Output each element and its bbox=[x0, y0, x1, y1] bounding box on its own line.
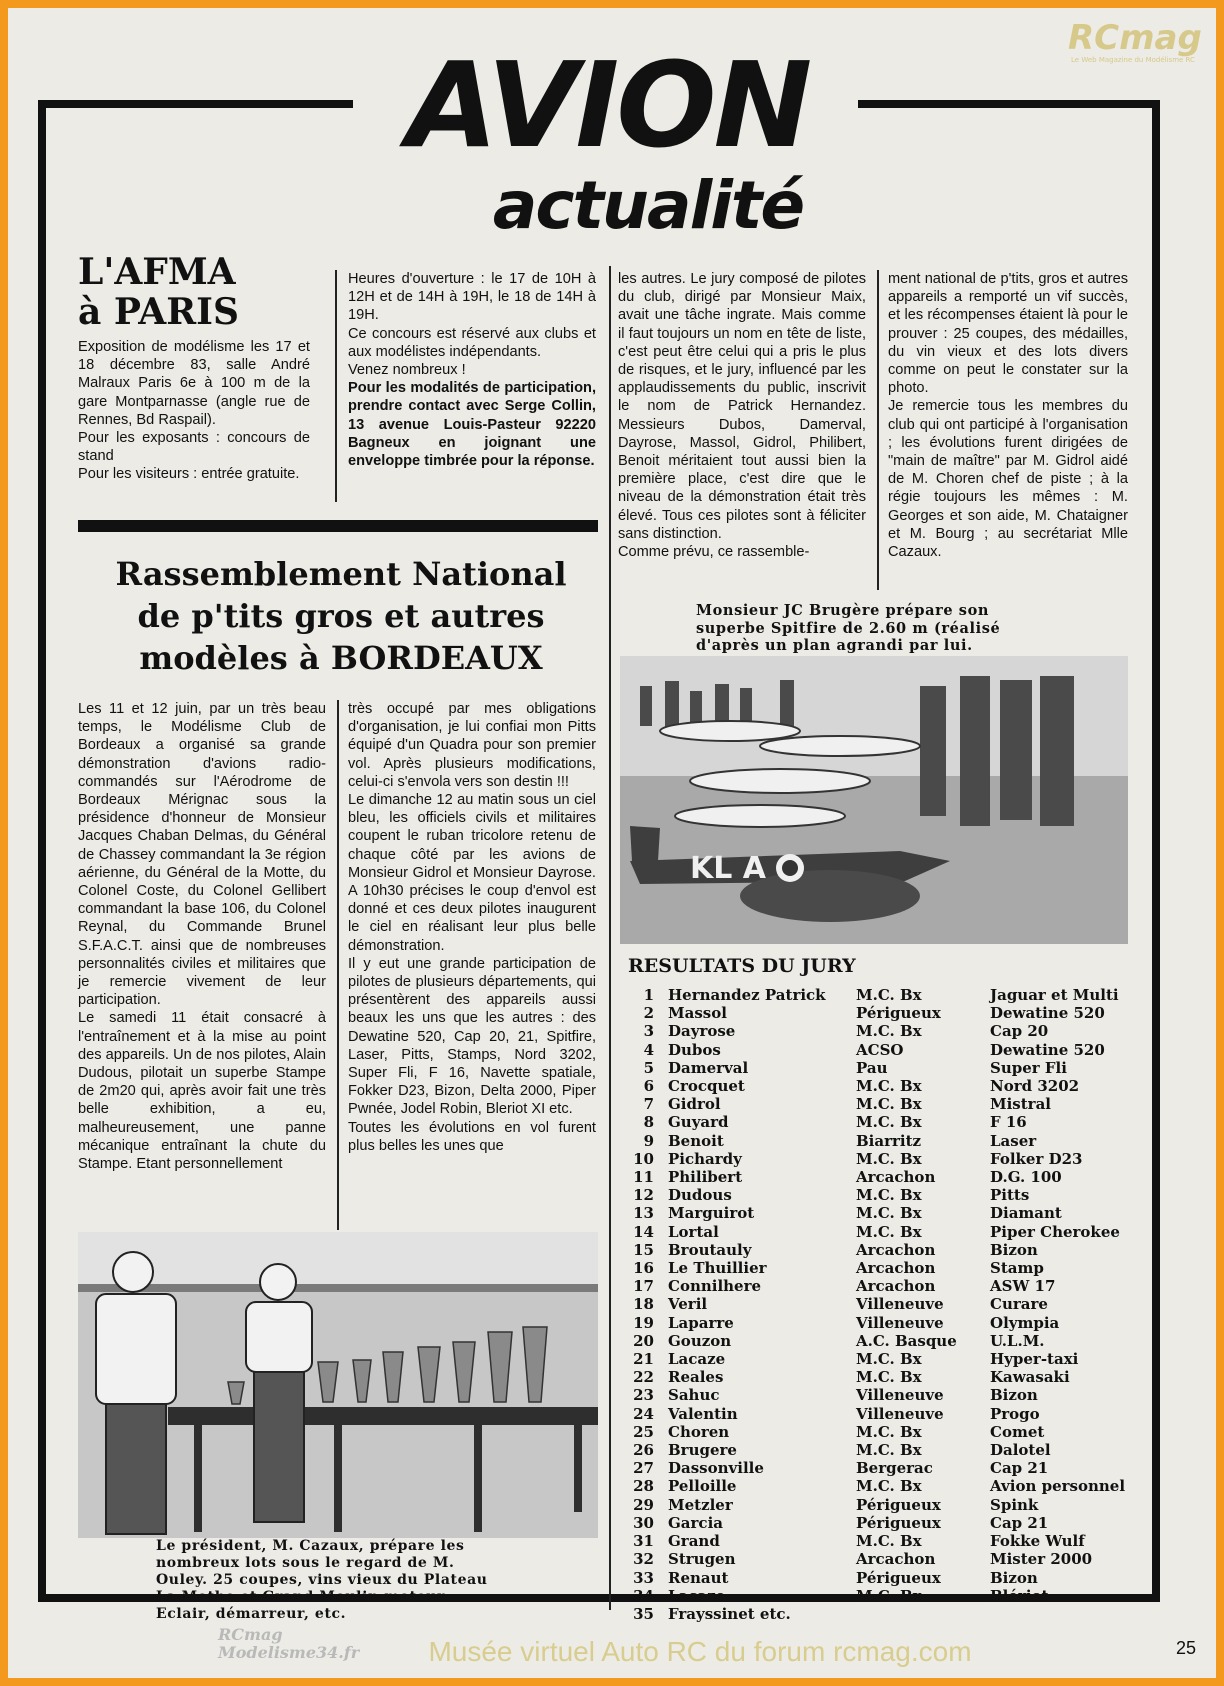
result-row bbox=[628, 1186, 1148, 1204]
results-list bbox=[628, 986, 1148, 1623]
result-club: M.C. Bx bbox=[856, 1022, 922, 1041]
result-club: Arcachon bbox=[856, 1259, 936, 1278]
result-row bbox=[628, 1441, 1148, 1459]
result-model: Super Fli bbox=[990, 1058, 1067, 1077]
result-name: Sahuc bbox=[668, 1386, 720, 1405]
result-club: A.C. Basque bbox=[856, 1331, 957, 1350]
result-name: Grand bbox=[668, 1532, 720, 1551]
result-club: M.C. Bx bbox=[856, 1350, 922, 1369]
result-club: M.C. Bx bbox=[856, 1149, 922, 1168]
result-name: Metzler bbox=[668, 1495, 733, 1514]
result-club: M.C. Bx bbox=[856, 1368, 922, 1387]
result-name: Gouzon bbox=[668, 1331, 732, 1350]
afma-paragraph: Pour les visiteurs : entrée gratuite. bbox=[78, 466, 300, 483]
article-column-4 bbox=[888, 270, 1128, 561]
result-name: Lacaze bbox=[668, 1350, 726, 1369]
article-column-2 bbox=[348, 700, 596, 1155]
result-name: Garcia bbox=[668, 1513, 723, 1532]
afma-column-1 bbox=[78, 338, 310, 484]
article-column-3 bbox=[618, 270, 866, 561]
result-row bbox=[628, 1059, 1148, 1077]
result-model: Bizon bbox=[990, 1386, 1038, 1405]
result-name: Laparre bbox=[668, 1313, 734, 1332]
result-club: Périgueux bbox=[856, 1568, 941, 1587]
trophy-photo bbox=[78, 1232, 598, 1538]
result-row bbox=[628, 1150, 1148, 1168]
result-club: Périgueux bbox=[856, 1004, 941, 1023]
result-name: Guyard bbox=[668, 1113, 729, 1132]
result-model: Avion personnel bbox=[990, 1477, 1126, 1496]
result-model: Cap 21 bbox=[990, 1513, 1049, 1532]
result-row bbox=[628, 1496, 1148, 1514]
page-subtitle: actualité bbox=[492, 167, 804, 244]
article-paragraph: Le dimanche 12 au matin sous un ciel bleu, les officiels civils et militaires coupent le ruban tricolore retenu de chaque côté par les avions de Monsieur Gidrol et Monsieur Dayrose. A 10h30 précises le coup d'envol est donné et ces deux pilotes inaugurent le ciel en réalisant leur plus belle démonstration. bbox=[348, 792, 596, 954]
result-name: Philibert bbox=[668, 1168, 743, 1187]
result-name: Brugere bbox=[668, 1441, 737, 1460]
result-row bbox=[628, 1386, 1148, 1404]
result-club: ACSO bbox=[856, 1040, 904, 1059]
result-row bbox=[628, 1204, 1148, 1222]
result-row bbox=[628, 1423, 1148, 1441]
result-row bbox=[628, 1314, 1148, 1332]
result-name: Dassonville bbox=[668, 1459, 764, 1478]
result-rank: 16 bbox=[633, 1259, 654, 1278]
watermark-logo-modelisme34: Modelisme34.fr bbox=[218, 1643, 360, 1662]
result-rank: 17 bbox=[633, 1277, 654, 1296]
result-model: Cap 21 bbox=[990, 1459, 1049, 1478]
result-model: Bizon bbox=[990, 1240, 1038, 1259]
rcmag-logo bbox=[1068, 18, 1202, 65]
result-rank: 8 bbox=[643, 1113, 654, 1132]
result-club: M.C. Bx bbox=[856, 1222, 922, 1241]
result-model bbox=[990, 1605, 1140, 1623]
afma-paragraph: Ce concours est réservé aux clubs et aux modélistes indépendants. bbox=[348, 325, 596, 360]
result-model: Fokke Wulf bbox=[990, 1532, 1085, 1551]
result-row bbox=[628, 1113, 1148, 1131]
article-paragraph: ment national de p'tits, gros et autres appareils a remporté un vif succès, et les récompenses étaient là pour le prouver : 25 coupes, des médailles, du vin vieux et des lots divers comme on peut le constater sur la photo. bbox=[888, 271, 1128, 397]
result-rank: 20 bbox=[633, 1331, 654, 1350]
result-row bbox=[628, 1168, 1148, 1186]
result-rank: 23 bbox=[633, 1386, 654, 1405]
trophy-photo-illustration bbox=[78, 1232, 598, 1538]
result-row bbox=[628, 1041, 1148, 1059]
page-number: 25 bbox=[1176, 1638, 1197, 1658]
page-title: AVION bbox=[406, 36, 810, 174]
afma-heading-text: L'AFMA à PARIS bbox=[78, 251, 239, 333]
result-rank: 26 bbox=[633, 1441, 654, 1460]
result-name: Dubos bbox=[668, 1040, 721, 1059]
result-rank: 12 bbox=[633, 1186, 654, 1205]
result-rank: 31 bbox=[633, 1532, 654, 1551]
result-name: Benoit bbox=[668, 1131, 724, 1150]
result-row bbox=[628, 1350, 1148, 1368]
spitfire-photo bbox=[620, 656, 1128, 944]
result-row bbox=[628, 1022, 1148, 1040]
result-rank: 32 bbox=[633, 1550, 654, 1569]
result-rank: 25 bbox=[633, 1422, 654, 1441]
result-club: M.C. Bx bbox=[856, 1586, 922, 1605]
afma-contact: Pour les modalités de participation, prendre contact avec Serge Collin, 13 avenue Louis-Pasteur 92220 Bagneux en joignant une enveloppe timbrée pour la réponse. bbox=[348, 380, 596, 470]
section-separator bbox=[78, 520, 598, 532]
result-club: M.C. Bx bbox=[856, 1113, 922, 1132]
result-rank: 2 bbox=[643, 1004, 654, 1023]
result-model: U.L.M. bbox=[990, 1331, 1045, 1350]
article-paragraph: Le samedi 11 était consacré à l'entraînement et à la mise au point des appareils. Un de nos pilotes, Alain Dudous, pilotait un superbe Stampe de 2m20 qui, après avoir fait une très belle exhibition, a eu, malheureusement, une panne mécanique entraînant la chute du Stampe. Etant personnellement bbox=[78, 1010, 326, 1173]
result-rank: 1 bbox=[643, 986, 654, 1004]
result-name: Lortal bbox=[668, 1222, 719, 1241]
result-model: Blériot bbox=[990, 1586, 1049, 1605]
result-club: Arcachon bbox=[856, 1240, 936, 1259]
result-row bbox=[628, 1277, 1148, 1295]
result-club: M.C. Bx bbox=[856, 1077, 922, 1096]
article-paragraph: Comme prévu, ce rassemble- bbox=[618, 544, 810, 561]
result-rank: 27 bbox=[633, 1459, 654, 1478]
result-model: ASW 17 bbox=[990, 1277, 1056, 1296]
result-model: Dalotel bbox=[990, 1441, 1051, 1460]
spitfire-photo-illustration bbox=[620, 656, 1128, 944]
result-rank: 13 bbox=[633, 1204, 654, 1223]
result-name: Frayssinet etc. bbox=[668, 1604, 791, 1623]
result-model: Piper Cherokee bbox=[990, 1222, 1120, 1241]
result-rank: 35 bbox=[633, 1604, 654, 1623]
result-row bbox=[628, 1095, 1148, 1113]
result-model: F 16 bbox=[990, 1113, 1027, 1132]
result-rank: 24 bbox=[633, 1404, 654, 1423]
result-row bbox=[628, 1605, 1148, 1623]
result-name: Marguirot bbox=[668, 1204, 755, 1223]
article-paragraph: très occupé par mes obligations d'organisation, je lui confiai mon Pitts équipé d'un Quadra pour son premier vol. Après plusieurs modifications, celui-ci s'envola vers son destin !!! bbox=[348, 701, 596, 790]
result-name: Dudous bbox=[668, 1186, 732, 1205]
article-paragraph: Je remercie tous les membres du club qui ont participé à l'organisation ; les évolutions furent dirigées de "main de maître" par M. Gidrol aidé de M. Choren chef de piste ; à la régie toujours les mêmes : M. Georges et son aide, M. Chataigner et M. Bourg ; au secrétariat Mlle Cazaux. bbox=[888, 398, 1128, 561]
result-model: Hyper-taxi bbox=[990, 1350, 1079, 1369]
spitfire-photo-caption: Monsieur JC Brugère prépare son superbe Spitfire de 2.60 m (réalisé d'après un plan agrandi par lui. bbox=[696, 602, 1001, 654]
result-club: Villeneuve bbox=[856, 1404, 944, 1423]
result-row bbox=[628, 1477, 1148, 1495]
result-row bbox=[628, 1295, 1148, 1313]
result-rank: 33 bbox=[633, 1568, 654, 1587]
result-name: Hernandez Patrick bbox=[668, 986, 826, 1004]
result-rank: 10 bbox=[633, 1149, 654, 1168]
result-club: M.C. Bx bbox=[856, 1422, 922, 1441]
article-paragraph: Il y eut une grande participation de pilotes de plusieurs départements, qui présentèrent des appareils aussi beaux les uns que les autres : des Dewatine 520, Cap 20, 21, Spitfire, Laser, Pitts, Stamps, Nord 3202, Super Fli, F 16, Navette spatiale, Fokker D23, Bizon, Delta 2000, Piper Pwnée, Jodel Robin, Bleriot XI etc. bbox=[348, 955, 596, 1118]
result-row bbox=[628, 1241, 1148, 1259]
afma-paragraph: Pour les exposants : concours de stand bbox=[78, 430, 310, 465]
result-model: Kawasaki bbox=[990, 1368, 1070, 1387]
article-column-1 bbox=[78, 700, 326, 1173]
result-rank: 3 bbox=[643, 1022, 654, 1041]
result-rank: 7 bbox=[643, 1095, 654, 1114]
result-model: D.G. 100 bbox=[990, 1168, 1062, 1187]
result-name: Broutauly bbox=[668, 1240, 752, 1259]
result-rank: 9 bbox=[643, 1131, 654, 1150]
afma-paragraph: Exposition de modélisme les 17 et 18 décembre 83, salle André Malraux Paris 6e à 100 m de la gare Montparnasse (angle rue de Rennes, Bd Raspail). bbox=[78, 339, 310, 428]
result-row bbox=[628, 1004, 1148, 1022]
result-rank: 34 bbox=[633, 1586, 654, 1605]
result-name: Crocquet bbox=[668, 1077, 745, 1096]
result-club: Arcachon bbox=[856, 1277, 936, 1296]
result-club: Périgueux bbox=[856, 1495, 941, 1514]
article-heading: Rassemblement National de p'tits gros et autres modèles à BORDEAUX bbox=[115, 555, 567, 677]
result-model: Folker D23 bbox=[990, 1149, 1083, 1168]
result-club bbox=[856, 1605, 990, 1623]
result-name: Dayrose bbox=[668, 1022, 736, 1041]
result-row bbox=[628, 1405, 1148, 1423]
result-row bbox=[628, 1132, 1148, 1150]
result-row bbox=[628, 1587, 1148, 1605]
result-club: Villeneuve bbox=[856, 1313, 944, 1332]
result-row bbox=[628, 1569, 1148, 1587]
result-name: Pichardy bbox=[668, 1149, 742, 1168]
result-row bbox=[628, 1459, 1148, 1477]
result-model: Spink bbox=[990, 1495, 1039, 1514]
result-name: Le Thuillier bbox=[668, 1259, 767, 1278]
result-name: Reales bbox=[668, 1368, 724, 1387]
result-model: Dewatine 520 bbox=[990, 1040, 1105, 1059]
result-model: Bizon bbox=[990, 1568, 1038, 1587]
article-paragraph: les autres. Le jury composé de pilotes du club, dirigé par Monsieur Maix, avait une tâche ingrate. Mais comme il faut toujours un nom en tête de liste, c'est peut être celui qui a pris le plus de risques, et le jury, influencé par les applaudissements du public, inscrivit le nom de Patrick Hernandez. Messieurs Dubos, Damerval, Dayrose, Massol, Gidrol, Philibert, Benoit méritaient tout aussi bien la première place, c'est dire que le niveau de la démonstration était très élevé. Tous ces pilotes sont à féliciter sans distinction. bbox=[618, 271, 866, 542]
result-club: Villeneuve bbox=[856, 1295, 944, 1314]
result-rank: 4 bbox=[643, 1040, 654, 1059]
result-row bbox=[628, 1077, 1148, 1095]
watermark-text: Musée virtuel Auto RC du forum rcmag.com bbox=[428, 1636, 972, 1667]
result-row bbox=[628, 1532, 1148, 1550]
result-row bbox=[628, 1514, 1148, 1532]
afma-paragraph: Venez nombreux ! bbox=[348, 362, 466, 379]
result-model: Curare bbox=[990, 1295, 1048, 1314]
results-title: RESULTATS DU JURY bbox=[628, 955, 856, 977]
watermark-logo-rcmag: RCmag bbox=[218, 1625, 283, 1644]
watermark-logos bbox=[218, 1626, 388, 1662]
result-row bbox=[628, 1550, 1148, 1568]
result-club: Arcachon bbox=[856, 1168, 936, 1187]
column-divider bbox=[609, 266, 611, 1610]
result-rank: 6 bbox=[643, 1077, 654, 1096]
result-name: Connilhere bbox=[668, 1277, 762, 1296]
result-club: Pau bbox=[856, 1058, 888, 1077]
result-club: Périgueux bbox=[856, 1513, 941, 1532]
article-paragraph: Les 11 et 12 juin, par un très beau temps, le Modélisme Club de Bordeaux a organisé sa grande démonstration d'avions radio-commandés sur l'Aérodrome de Bordeaux Mérignac sous la présidence d'honneur de Monsieur Jacques Chaban Delmas, du Général de Chassey commandant la 3e région aérienne, du Général de la Motte, du Colonel Coste, du Colonel Gellibert commandant la base 106, du Colonel Reynal, du Commande Brunel S.F.A.C.T. ainsi que de nombreuses personnalités civiles et militaires que je remercie vivement de leur participation. bbox=[78, 701, 326, 1009]
result-model: Olympia bbox=[990, 1313, 1060, 1332]
rcmag-logo-text: RCmag bbox=[1068, 18, 1202, 58]
spitfire-marking: KL A bbox=[690, 851, 767, 886]
result-model: Comet bbox=[990, 1422, 1045, 1441]
result-row bbox=[628, 1332, 1148, 1350]
result-rank: 5 bbox=[643, 1058, 654, 1077]
trophy-photo-caption: Le président, M. Cazaux, prépare les nombreux lots sous le regard de M. Ouley. 25 coupes, vins vieux du Plateau La Mothe et Grand Moulin moteur Eclair, démarreur, etc. bbox=[156, 1538, 488, 1622]
result-club: M.C. Bx bbox=[856, 1532, 922, 1551]
result-club: M.C. Bx bbox=[856, 1095, 922, 1114]
result-name: Choren bbox=[668, 1422, 730, 1441]
rcmag-logo-tagline: Le Web Magazine du Modélisme RC bbox=[1071, 56, 1195, 64]
column-divider bbox=[335, 270, 337, 502]
result-rank: 19 bbox=[633, 1313, 654, 1332]
result-rank: 15 bbox=[633, 1240, 654, 1259]
result-club: M.C. Bx bbox=[856, 986, 922, 1004]
result-name: Pelloille bbox=[668, 1477, 737, 1496]
magazine-page bbox=[8, 8, 1216, 1678]
result-rank: 22 bbox=[633, 1368, 654, 1387]
result-club: Villeneuve bbox=[856, 1386, 944, 1405]
result-club: M.C. Bx bbox=[856, 1186, 922, 1205]
result-club: M.C. Bx bbox=[856, 1441, 922, 1460]
result-name: Strugen bbox=[668, 1550, 736, 1569]
result-club: Bergerac bbox=[856, 1459, 933, 1478]
result-model: Pitts bbox=[990, 1186, 1030, 1205]
result-name: Damerval bbox=[668, 1058, 749, 1077]
result-model: Diamant bbox=[990, 1204, 1062, 1223]
column-divider bbox=[877, 270, 879, 590]
result-name: Lacaze bbox=[668, 1586, 726, 1605]
result-model: Nord 3202 bbox=[990, 1077, 1080, 1096]
result-model: Mistral bbox=[990, 1095, 1051, 1114]
column-divider bbox=[337, 700, 339, 1230]
result-rank: 29 bbox=[633, 1495, 654, 1514]
result-row bbox=[628, 1368, 1148, 1386]
result-row bbox=[628, 986, 1148, 1004]
afma-paragraph: Heures d'ouverture : le 17 de 10H à 12H et de 14H à 19H, le 18 de 14H à 19H. bbox=[348, 271, 596, 324]
result-club: M.C. Bx bbox=[856, 1477, 922, 1496]
result-row bbox=[628, 1259, 1148, 1277]
result-model: Progo bbox=[990, 1404, 1040, 1423]
result-rank: 30 bbox=[633, 1513, 654, 1532]
result-name: Veril bbox=[668, 1295, 708, 1314]
result-club: Arcachon bbox=[856, 1550, 936, 1569]
result-model: Cap 20 bbox=[990, 1022, 1049, 1041]
result-club: Biarritz bbox=[856, 1131, 922, 1150]
result-rank: 28 bbox=[633, 1477, 654, 1496]
result-rank: 21 bbox=[633, 1350, 654, 1369]
result-rank: 18 bbox=[633, 1295, 654, 1314]
result-model: Mister 2000 bbox=[990, 1550, 1093, 1569]
result-rank: 11 bbox=[633, 1168, 654, 1187]
result-name: Renaut bbox=[668, 1568, 729, 1587]
result-row bbox=[628, 1223, 1148, 1241]
result-model: Stamp bbox=[990, 1259, 1044, 1278]
afma-column-2 bbox=[348, 270, 596, 470]
result-rank: 14 bbox=[633, 1222, 654, 1241]
result-model: Jaguar et Multi bbox=[990, 986, 1119, 1004]
result-name: Gidrol bbox=[668, 1095, 721, 1114]
result-model: Laser bbox=[990, 1131, 1037, 1150]
result-model: Dewatine 520 bbox=[990, 1004, 1105, 1023]
result-club: M.C. Bx bbox=[856, 1204, 922, 1223]
article-paragraph: Toutes les évolutions en vol furent plus belles les unes que bbox=[348, 1119, 596, 1154]
afma-heading bbox=[78, 252, 328, 332]
result-name: Massol bbox=[668, 1004, 727, 1023]
result-name: Valentin bbox=[668, 1404, 738, 1423]
